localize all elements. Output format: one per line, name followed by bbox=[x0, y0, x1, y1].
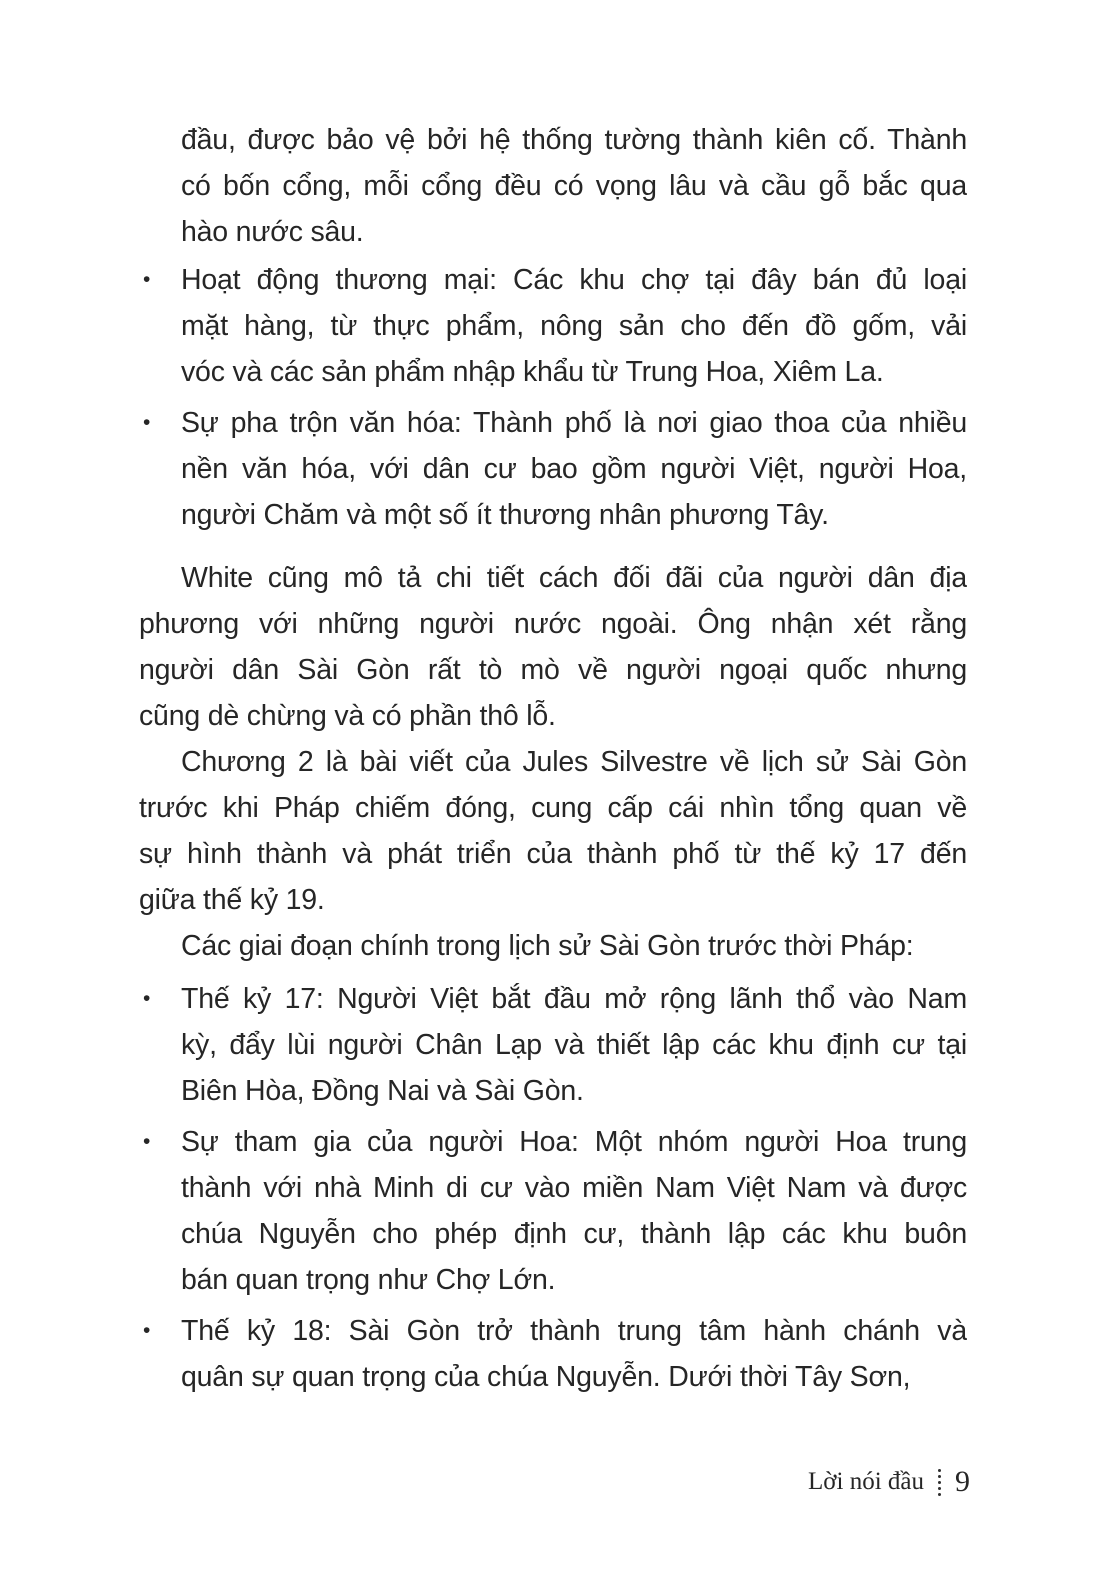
text-line: người Chăm và một số ít thương nhân phương Tây. bbox=[181, 499, 829, 531]
text-line: vóc và các sản phẩm nhập khẩu từ Trung Hoa, Xiêm La. bbox=[181, 356, 884, 388]
text-line: người dân Sài Gòn rất tò mò về người ngoại quốc nhưng bbox=[139, 654, 967, 686]
bullet-item bbox=[139, 976, 967, 1114]
bullet-item bbox=[139, 400, 967, 538]
page-footer bbox=[808, 1465, 970, 1499]
text-line: mặt hàng, từ thực phẩm, nông sản cho đến đồ gốm, vải bbox=[181, 310, 967, 342]
text-line: Chương 2 là bài viết của Jules Silvestre về lịch sử Sài Gòn bbox=[181, 746, 967, 778]
bullet-item bbox=[139, 1308, 967, 1400]
bullet-item bbox=[139, 257, 967, 395]
dotted-divider-icon bbox=[937, 1469, 942, 1496]
bullet-icon: • bbox=[143, 987, 151, 1010]
text-line: Sự pha trộn văn hóa: Thành phố là nơi giao thoa của nhiều bbox=[181, 407, 967, 439]
text-line: Biên Hòa, Đồng Nai và Sài Gòn. bbox=[181, 1075, 584, 1107]
text-line: Thế kỷ 18: Sài Gòn trở thành trung tâm hành chánh và bbox=[181, 1315, 967, 1347]
text-line: quân sự quan trọng của chúa Nguyễn. Dưới thời Tây Sơn, bbox=[181, 1361, 911, 1393]
bullet-icon: • bbox=[143, 411, 151, 434]
text-line: trước khi Pháp chiếm đóng, cung cấp cái nhìn tổng quan về bbox=[139, 792, 967, 824]
text-line: cũng dè chừng và có phần thô lỗ. bbox=[139, 700, 556, 732]
bullet-item bbox=[139, 1119, 967, 1303]
text-line: hào nước sâu. bbox=[181, 216, 364, 248]
text-line: giữa thế kỷ 19. bbox=[139, 884, 325, 916]
bullet-icon: • bbox=[143, 1130, 151, 1153]
paragraph bbox=[139, 923, 967, 969]
text-line: đầu, được bảo vệ bởi hệ thống tường thành kiên cố. Thành bbox=[181, 124, 967, 156]
text-line: thành với nhà Minh di cư vào miền Nam Việt Nam và được bbox=[181, 1172, 967, 1204]
bullet-icon: • bbox=[143, 268, 151, 291]
text-line: Hoạt động thương mại: Các khu chợ tại đây bán đủ loại bbox=[181, 264, 967, 296]
text-line: sự hình thành và phát triển của thành phố từ thế kỷ 17 đến bbox=[139, 838, 967, 870]
text-line: White cũng mô tả chi tiết cách đối đãi của người dân địa bbox=[181, 562, 967, 594]
continuation-paragraph bbox=[139, 117, 967, 255]
text-line: phương với những người nước ngoài. Ông nhận xét rằng bbox=[139, 608, 967, 640]
text-line: Sự tham gia của người Hoa: Một nhóm người Hoa trung bbox=[181, 1126, 967, 1158]
text-line: Các giai đoạn chính trong lịch sử Sài Gòn trước thời Pháp: bbox=[181, 930, 914, 962]
paragraph bbox=[139, 555, 967, 739]
text-line: Thế kỷ 17: Người Việt bắt đầu mở rộng lãnh thổ vào Nam bbox=[181, 983, 967, 1015]
footer-section-label: Lời nói đầu bbox=[808, 1468, 924, 1495]
text-line: nền văn hóa, với dân cư bao gồm người Việt, người Hoa, bbox=[181, 453, 967, 485]
footer-page-number: 9 bbox=[955, 1465, 970, 1498]
text-line: kỳ, đẩy lùi người Chân Lạp và thiết lập các khu định cư tại bbox=[181, 1029, 967, 1061]
text-line: bán quan trọng như Chợ Lớn. bbox=[181, 1264, 556, 1296]
bullet-icon: • bbox=[143, 1319, 151, 1342]
text-line: chúa Nguyễn cho phép định cư, thành lập các khu buôn bbox=[181, 1218, 967, 1250]
text-line: có bốn cổng, mỗi cổng đều có vọng lâu và cầu gỗ bắc qua bbox=[181, 170, 967, 202]
paragraph bbox=[139, 739, 967, 923]
page-content bbox=[139, 117, 967, 1400]
